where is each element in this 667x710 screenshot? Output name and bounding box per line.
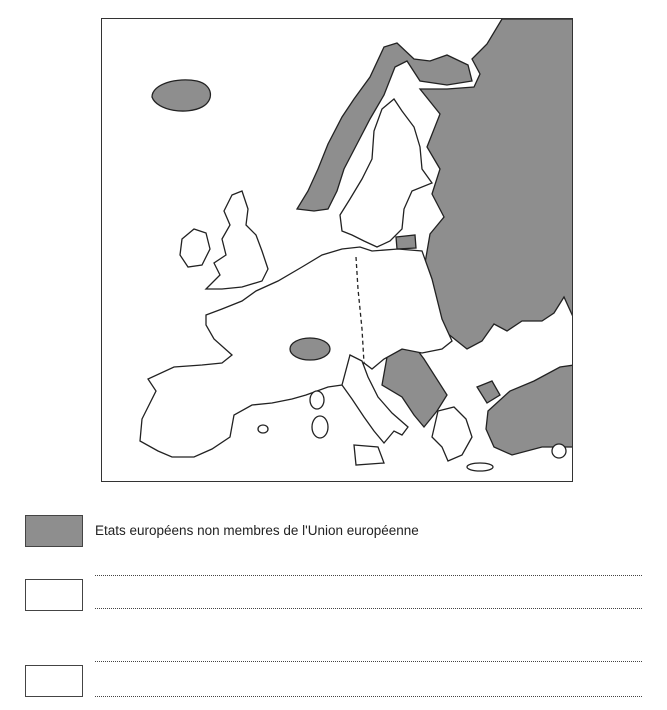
answer-line-2a[interactable] [95,661,642,662]
britain [206,191,268,289]
answer-line-1a[interactable] [95,575,642,576]
legend-swatch-non-eu [25,515,83,547]
europe-map [101,18,573,482]
balearic [258,425,268,433]
answer-line-2b[interactable] [95,696,642,697]
sardinia [312,416,328,438]
ireland [180,229,210,267]
corsica [310,391,324,409]
legend-swatch-blank-2[interactable] [25,665,83,697]
answer-line-1b[interactable] [95,608,642,609]
cyprus-region [552,444,566,458]
iceland [152,80,210,111]
legend-label-non-eu: Etats européens non membres de l'Union européenne [95,523,419,538]
greece [432,407,472,461]
sicily [354,445,384,465]
moldova-region [477,381,500,403]
europe-map-svg [102,19,573,482]
crete [467,463,493,471]
legend-swatch-blank-1[interactable] [25,579,83,611]
switzerland-region [290,338,330,360]
belarus-region [396,235,416,249]
turkey-region [486,365,573,455]
